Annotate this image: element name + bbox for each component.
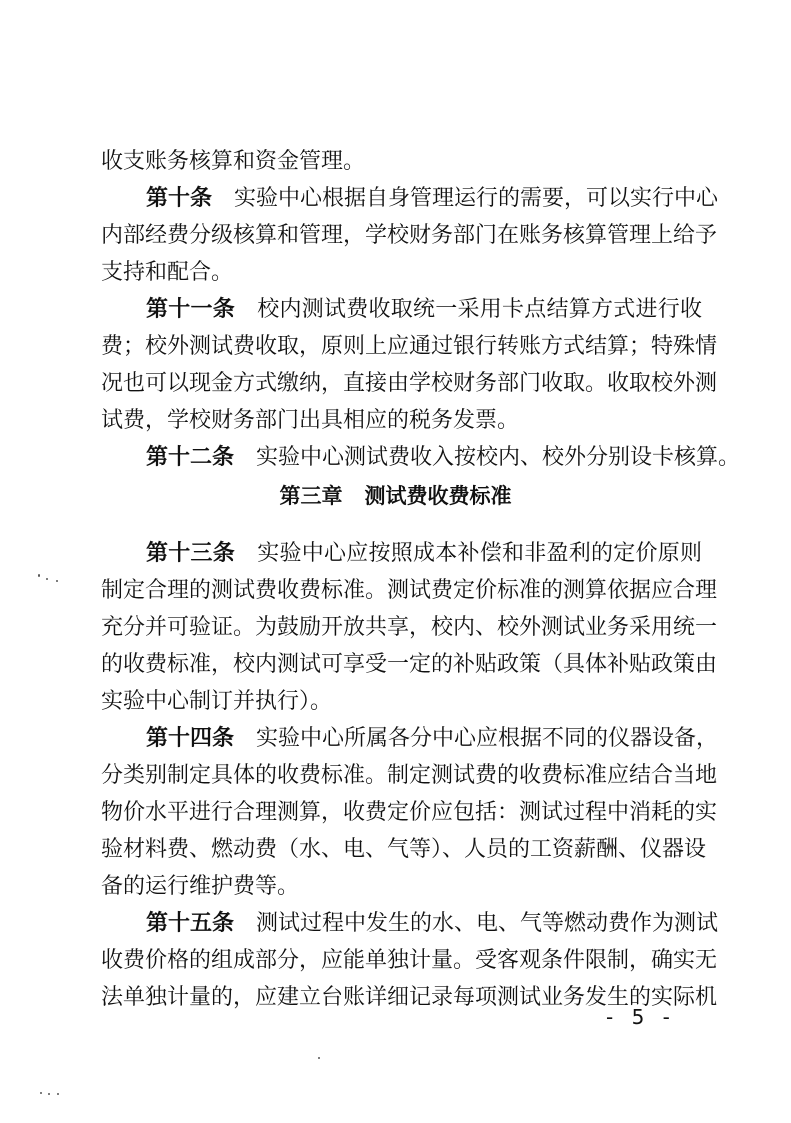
text-line: 法单独计量的，应建立台账详细记录每项测试业务发生的实际机 [101, 985, 718, 1010]
article-line: 第十五条 测试过程中发生的水、电、气等燃动费作为测试 [146, 911, 719, 936]
scan-speck [318, 1057, 320, 1059]
article-number: 第十五条 [146, 911, 235, 936]
article-line: 第十三条 实验中心应按照成本补偿和非盈利的定价原则 [146, 541, 702, 566]
article-number: 第十二条 [146, 445, 235, 470]
scan-speck [48, 1093, 50, 1095]
article-number: 第十一条 [146, 297, 235, 322]
text-line: 费；校外测试费收取，原则上应通过银行转账方式结算；特殊情 [101, 334, 718, 359]
text-line: 收费价格的组成部分，应能单独计量。受客观条件限制，确实无 [101, 948, 718, 973]
chapter-heading: 第三章 测试费收费标准 [279, 484, 512, 508]
scan-speck [57, 1093, 59, 1095]
article-line: 第十四条 实验中心所属各分中心应根据不同的仪器设备， [146, 726, 719, 751]
text-line: 支持和配合。 [101, 260, 234, 285]
text-line: 况也可以现金方式缴纳，直接由学校财务部门收取。收取校外测 [101, 371, 718, 396]
text-line: 内部经费分级核算和管理，学校财务部门在账务核算管理上给予 [101, 223, 718, 248]
article-number: 第十四条 [146, 726, 235, 751]
scan-speck [56, 580, 58, 582]
page-number: - 5 - [606, 1005, 676, 1029]
text-line: 的收费标准，校内测试可享受一定的补贴政策（具体补贴政策由 [101, 652, 718, 677]
text-line: 制定合理的测试费收费标准。测试费定价标准的测算依据应合理 [101, 578, 718, 603]
scan-speck [40, 1092, 42, 1094]
text-line: 实验中心制订并执行）。 [101, 689, 333, 714]
text-line: 物价水平进行合理测算，收费定价应包括：测试过程中消耗的实 [101, 800, 718, 825]
text-line: 验材料费、燃动费（水、电、气等）、人员的工资薪酬、仪器设 [101, 837, 707, 862]
scan-speck [38, 574, 40, 577]
text-line: 充分并可验证。为鼓励开放共享，校内、校外测试业务采用统一 [101, 615, 718, 640]
article-line: 第十一条 校内测试费收取统一采用卡点结算方式进行收 [146, 297, 702, 322]
article-number: 第十三条 [146, 541, 235, 566]
scan-speck [46, 578, 48, 580]
text-line: 试费，学校财务部门出具相应的税务发票。 [101, 408, 520, 433]
text-line: 收支账务核算和资金管理。 [101, 149, 366, 174]
article-number: 第十条 [146, 186, 213, 211]
article-line: 第十二条 实验中心测试费收入按校内、校外分别设卡核算。 [146, 445, 741, 470]
article-line: 第十条 实验中心根据自身管理运行的需要，可以实行中心 [146, 186, 719, 211]
text-line: 备的运行维护费等。 [101, 874, 300, 899]
text-line: 分类别制定具体的收费标准。制定测试费的收费标准应结合当地 [101, 763, 718, 788]
